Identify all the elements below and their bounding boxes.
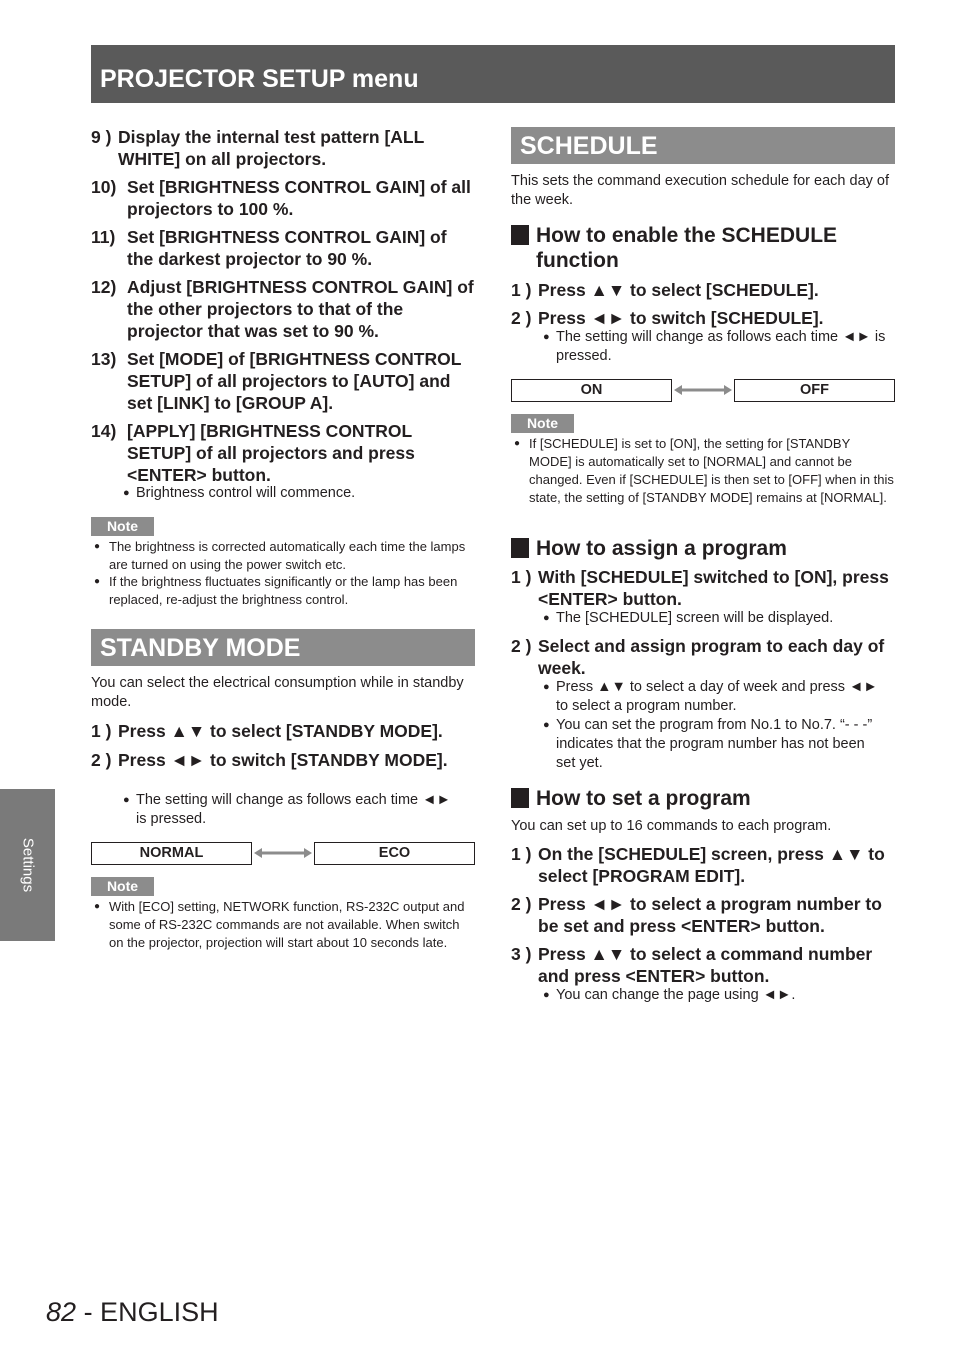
side-tab-settings <box>0 789 55 941</box>
heading-set-program: How to set a program <box>511 786 895 811</box>
heading-enable-schedule: How to enable the SCHEDULE function <box>511 223 895 273</box>
schedule-toggle <box>511 379 895 403</box>
setprog-step-3: 3 ) Press ▲▼ to select a command number and press <ENTER> button. <box>511 944 873 986</box>
toggle-option-normal: NORMAL <box>91 842 252 865</box>
step-9: 9 ) Display the internal test pattern [ALL WHITE] on all projectors. <box>91 127 424 169</box>
enable-step-2: 2 ) Press ◄► to switch [SCHEDULE]. <box>511 308 824 328</box>
header-title: PROJECTOR SETUP menu <box>100 65 419 93</box>
assign-step-2: 2 ) Select and assign program to each day of week. <box>511 636 885 678</box>
step-13: 13) Set [MODE] of [BRIGHTNESS CONTROL SETUP] of all projectors to [AUTO] and set [LINK] to [GROUP A]. <box>91 349 462 413</box>
bullet-dot: ● <box>123 487 130 499</box>
page-header <box>91 45 895 103</box>
standby-intro: You can select the electrical consumption while in standby mode. <box>91 675 464 710</box>
enable-bullet: ● The setting will change as follows each time ◄► is pressed. <box>543 329 886 364</box>
footer-language: - ENGLISH <box>83 1297 219 1327</box>
assign-step1-bullet: ● The [SCHEDULE] screen will be displayed. <box>543 610 834 626</box>
step14-bullet: ● Brightness control will commence. <box>123 485 356 501</box>
square-marker-icon <box>511 788 529 808</box>
note-item: ● The brightness is corrected automatically each time the lamps are turned on using the power switch etc. <box>94 539 466 572</box>
standby-toggle <box>91 842 475 866</box>
setprog-step-1: 1 ) On the [SCHEDULE] screen, press ▲▼ to select [PROGRAM EDIT]. <box>511 844 885 886</box>
heading-assign-program: How to assign a program <box>511 536 895 561</box>
note-item: ● With [ECO] setting, NETWORK function, RS-232C output and some of RS-232C commands are not available. When switch on the projector, projection will start about 10 seconds late. <box>94 899 465 950</box>
note-label: Note <box>91 877 154 896</box>
assign-step-1: 1 ) With [SCHEDULE] switched to [ON], press <ENTER> button. <box>511 567 889 609</box>
standby-bullet: ● The setting will change as follows each time ◄► is pressed. <box>123 792 451 827</box>
standby-step-1: 1 ) Press ▲▼ to select [STANDBY MODE]. <box>91 721 443 741</box>
assign-step2-bullet: ● You can set the program from No.1 to No.7. “- - -” indicates that the program number has not been set yet. <box>543 717 873 771</box>
double-arrow-icon <box>254 845 312 861</box>
step-11: 11) Set [BRIGHTNESS CONTROL GAIN] of the darkest projector to 90 %. <box>91 227 447 269</box>
setprog-step-2: 2 ) Press ◄► to select a program number to be set and press <ENTER> button. <box>511 894 882 936</box>
enable-step-1: 1 ) Press ▲▼ to select [SCHEDULE]. <box>511 280 819 300</box>
note-label: Note <box>511 414 574 433</box>
square-marker-icon <box>511 538 529 558</box>
section-title: SCHEDULE <box>520 132 658 160</box>
section-bar-standby <box>91 629 475 666</box>
double-arrow-icon <box>674 382 732 398</box>
square-marker-icon <box>511 225 529 245</box>
step-10: 10) Set [BRIGHTNESS CONTROL GAIN] of all projectors to 100 %. <box>91 177 471 219</box>
step-12: 12) Adjust [BRIGHTNESS CONTROL GAIN] of the other projectors to that of the projector that was set to 90 %. <box>91 277 474 341</box>
section-bar-schedule <box>511 127 895 164</box>
step-14: 14) [APPLY] [BRIGHTNESS CONTROL SETUP] of all projectors and press <ENTER> button. <box>91 421 415 485</box>
assign-step2-bullet: ● Press ▲▼ to select a day of week and press ◄► to select a program number. <box>543 679 878 714</box>
setprog-step3-bullet: ● You can change the page using ◄►. <box>543 987 796 1003</box>
toggle-option-eco: ECO <box>314 842 475 865</box>
note-item: ● If [SCHEDULE] is set to [ON], the setting for [STANDBY MODE] is automatically set to [NORMAL] and cannot be changed. Even if [SCHEDULE] is then set to [OFF] when in this state, the setting of [STANDBY MODE] remains at [NORMAL]. <box>514 436 894 505</box>
schedule-intro: This sets the command execution schedule for each day of the week. <box>511 173 890 208</box>
side-tab-label: Settings <box>19 837 36 893</box>
section-title: STANDBY MODE <box>100 634 301 662</box>
toggle-option-on: ON <box>511 379 672 402</box>
note-label: Note <box>91 517 154 536</box>
standby-step-2: 2 ) Press ◄► to switch [STANDBY MODE]. <box>91 750 448 770</box>
page-number: 82 <box>46 1297 77 1327</box>
toggle-option-off: OFF <box>734 379 895 402</box>
note-item: ● If the brightness fluctuates significantly or the lamp has been replaced, re-adjust the brightness control. <box>94 574 458 607</box>
setprog-intro: You can set up to 16 commands to each program. <box>511 818 832 834</box>
page-footer <box>46 1297 219 1328</box>
